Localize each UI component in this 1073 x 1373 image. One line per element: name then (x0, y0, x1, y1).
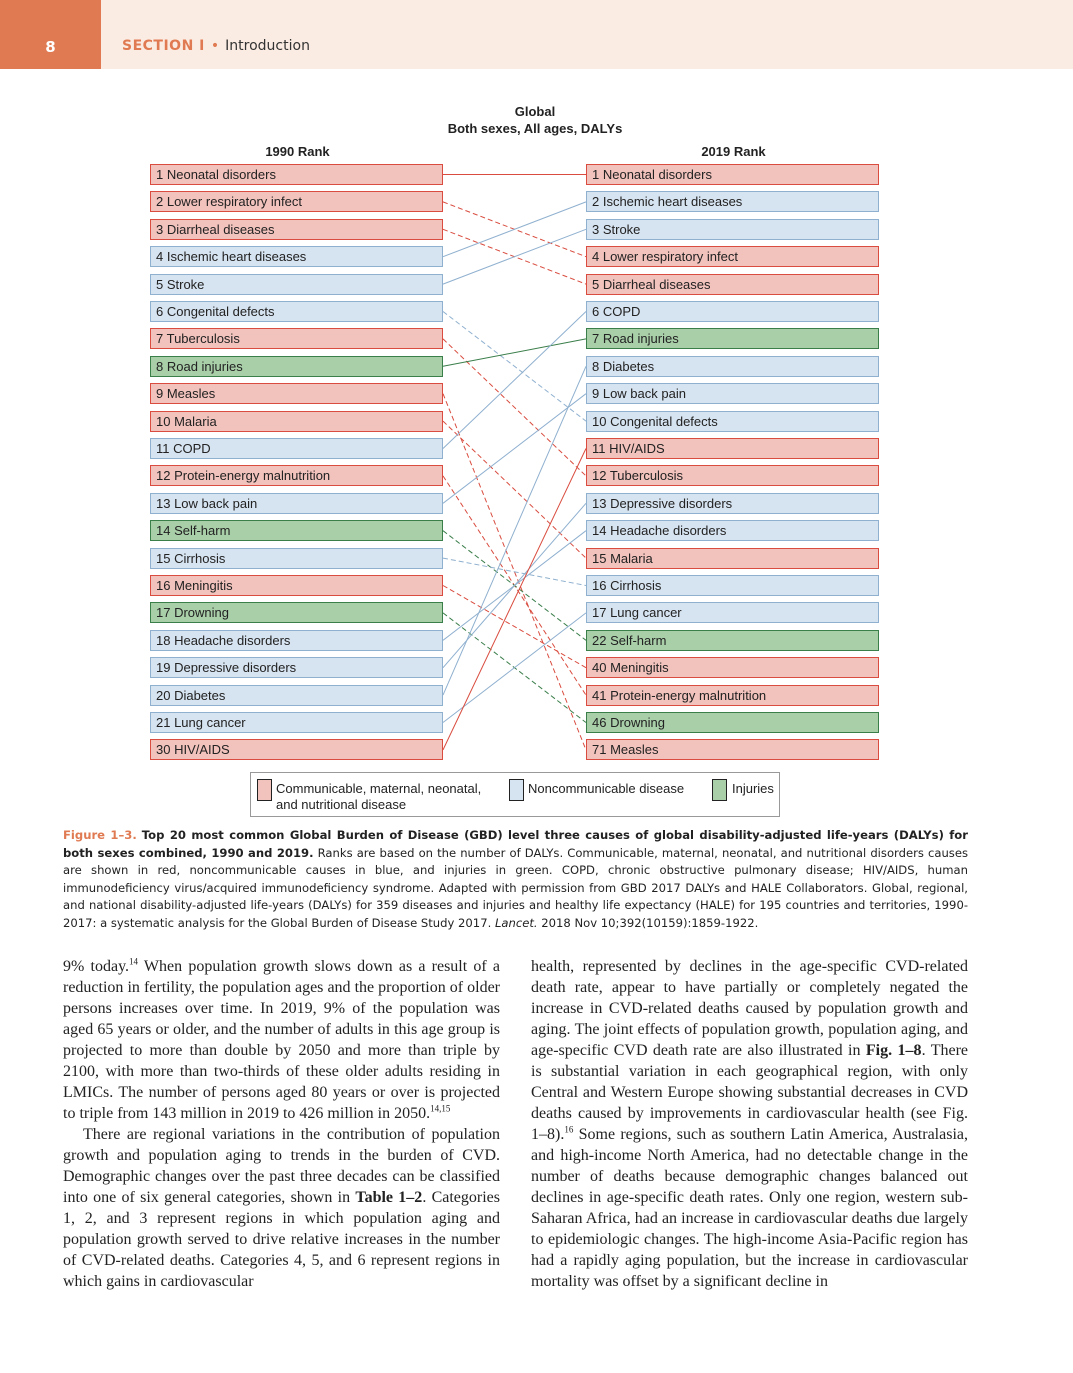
figure-title-line2: Both sexes, All ages, DALYs (447, 121, 623, 136)
rank-link (443, 449, 586, 750)
rank-item: 12 Tuberculosis (586, 465, 879, 486)
rank-item: 11 HIV/AIDS (586, 438, 879, 459)
legend-swatch-noncommunicable (509, 779, 524, 801)
legend-swatch-communicable (257, 779, 272, 801)
rank-item: 14 Self-harm (150, 520, 443, 541)
rank-item: 8 Diabetes (586, 356, 879, 377)
figure-caption (63, 827, 968, 932)
rank-item: 22 Self-harm (586, 630, 879, 651)
figure-legend (250, 772, 780, 817)
rank-item: 6 Congenital defects (150, 301, 443, 322)
legend-label-noncommunicable: Noncommunicable disease (528, 781, 685, 796)
legend-label-communicable: Communicable, maternal, neonatal, and nutritional disease (276, 781, 482, 812)
rank-link (443, 312, 586, 449)
rank-item: 30 HIV/AIDS (150, 739, 443, 760)
paragraph: There are regional variations in the contribution of population growth and population aging to trends in the burden of CVD. Demographic changes over the past three decades can be classified into one of six general categories, shown in Table 1–2. Categories 1, 2, and 3 represent regions in which population aging and population growth served to drive relative increases in the number of CVD-related deaths. Categories 4, 5, and 6 represent regions in which gains in cardiovascular (63, 1126, 501, 1290)
caption-body: Ranks are based on the number of DALYs. Communicable, maternal, neonatal, and nutritional disorders causes are shown in red, noncommunicable causes in blue, and injuries in green. COPD, chronic obstructive pulmonary disease; HIV/AIDS, human immunodeficiency virus/acquired immunodeficiency syndrome. Adapted with permission from GBD 2017 DALYs and HALE Collaborators. Global, regional, and national disability-adjusted life-years (DALYs) for 359 diseases and injuries and healthy life expectancy (HALE) for 195 countries and territories, 1990-2017: a systematic analysis for the Global Burden of Disease Study 2017. (63, 845, 969, 930)
rank-item: 2 Lower respiratory infect (150, 191, 443, 212)
caption-journal: Lancet. (494, 915, 538, 930)
rank-link (443, 366, 586, 695)
rank-item: 8 Road injuries (150, 356, 443, 377)
rank-item: 2 Ischemic heart diseases (586, 191, 879, 212)
rank-link (443, 339, 586, 366)
rank-item: 1 Neonatal disorders (150, 164, 443, 185)
rank-link (443, 339, 586, 476)
rank-item: 46 Drowning (586, 712, 879, 733)
rank-item: 20 Diabetes (150, 685, 443, 706)
rank-item: 3 Diarrheal diseases (150, 219, 443, 240)
paragraph: 9% today.$^{14}$ When population growth slows down as a result of a reduction in fertility, the population ages and the proportion of older persons increases over time. In 2019, 9% of the population was aged 65 years or older, and the number of adults in this age group is projected to more than double by 2050 and more than triple by 2100, with more than two-thirds of these older adults residing in LMICs. The number of persons aged 80 years or over is projected to triple from 143 million in 2019 to 426 million in 2050.$^{14,15}$ (63, 956, 500, 1122)
rank-item: 12 Protein-energy malnutrition (150, 465, 443, 486)
legend-label-injuries: Injuries (732, 781, 774, 796)
rank-link (443, 558, 586, 585)
body-column-left (63, 956, 500, 1292)
rank-item: 11 COPD (150, 438, 443, 459)
rank-item: 5 Stroke (150, 274, 443, 295)
rank-item: 1 Neonatal disorders (586, 164, 879, 185)
section-label: SECTION I (122, 38, 205, 54)
rank-item: 7 Tuberculosis (150, 328, 443, 349)
rank-link (443, 421, 586, 558)
separator: • (210, 38, 220, 54)
table-reference[interactable]: Table 1–2 (355, 1189, 423, 1206)
caption-citation: 2018 Nov 10;392(10159):1859-1922. (541, 915, 759, 930)
rank-item: 17 Drowning (150, 602, 443, 623)
rank-item: 9 Low back pain (586, 383, 879, 404)
rank-item: 16 Cirrhosis (586, 575, 879, 596)
legend-swatch-injuries (712, 779, 727, 801)
rank-item: 19 Depressive disorders (150, 657, 443, 678)
rank-item: 13 Low back pain (150, 493, 443, 514)
rank-item: 21 Lung cancer (150, 712, 443, 733)
rank-item: 9 Measles (150, 383, 443, 404)
rank-item: 6 COPD (586, 301, 879, 322)
rank-item: 14 Headache disorders (586, 520, 879, 541)
rank-link (443, 394, 586, 504)
rank-item: 3 Stroke (586, 219, 879, 240)
right-column-heading: 2019 Rank (701, 144, 766, 159)
rank-item: 13 Depressive disorders (586, 493, 879, 514)
figure-reference[interactable]: Fig. 1–8 (865, 1042, 922, 1059)
figure-title-line1: Global (514, 104, 556, 119)
rank-link (443, 503, 586, 667)
chapter-title: Introduction (225, 38, 310, 54)
rank-item: 15 Malaria (586, 548, 879, 569)
rank-item: 41 Protein-energy malnutrition (586, 685, 879, 706)
rank-item: 7 Road injuries (586, 328, 879, 349)
rank-item: 4 Lower respiratory infect (586, 246, 879, 267)
page-number: 8 (0, 0, 101, 69)
rank-item: 5 Diarrheal diseases (586, 274, 879, 295)
body-column-right (531, 956, 968, 1292)
rank-link (443, 312, 586, 422)
caption-label: Figure 1–3. (63, 828, 137, 842)
rank-item: 17 Lung cancer (586, 602, 879, 623)
rank-item: 71 Measles (586, 739, 879, 760)
left-column-heading: 1990 Rank (265, 144, 330, 159)
rank-item: 18 Headache disorders (150, 630, 443, 651)
rank-item: 16 Meningitis (150, 575, 443, 596)
rank-link (443, 586, 586, 668)
caption-title: Top 20 most common Global Burden of Disease (GBD) level three causes of global disability-adjusted life-years (DALYs) for both sexes combined, 1990 and 2019. (63, 828, 968, 860)
paragraph: health, represented by declines in the age-specific CVD-related death rate, appear to have partially or completely negated the increase in CVD-related deaths caused by population growth and aging. The joint effects of population growth, population aging, and age-specific CVD death rate are also illustrated in Fig. 1–8. There is substantial variation in each geographical region, with only Central and Western Europe showing substantial decreases in CVD deaths caused by improvements in cardiovascular health (see Fig. 1–8).$^{16}$ Some regions, such as southern Latin America, Australasia, and high-income North America, had no detectable change in the number of deaths because demographic changes balanced out declines in age-specific death rates. Only one region, western sub-Saharan Africa, had an increase in cardiovascular deaths due largely to epidemiologic changes. The high-income Asia-Pacific region has had a rapidly aging population, but the increase in cardiovascular mortality was offset by a significant decline in (531, 958, 969, 1290)
rank-item: 10 Malaria (150, 411, 443, 432)
rank-item: 40 Meningitis (586, 657, 879, 678)
rank-item: 4 Ischemic heart diseases (150, 246, 443, 267)
rank-item: 15 Cirrhosis (150, 548, 443, 569)
rank-item: 10 Congenital defects (586, 411, 879, 432)
